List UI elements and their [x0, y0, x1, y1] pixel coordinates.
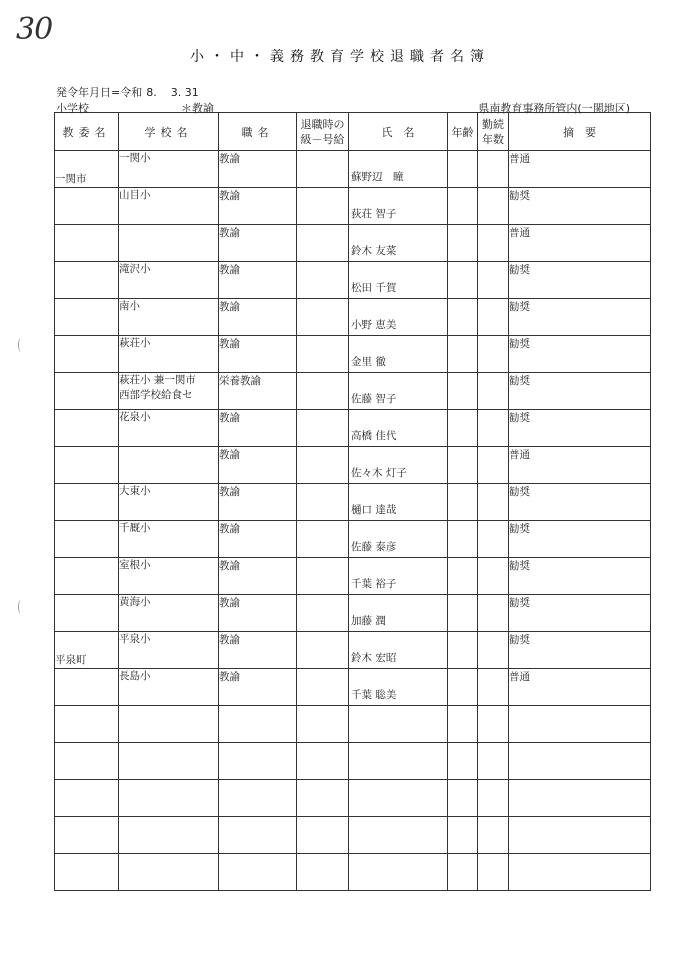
- note-cell: 勧奨: [509, 558, 651, 595]
- school-cell: [119, 447, 219, 484]
- name-cell-text: 鈴木 友菜: [351, 245, 397, 257]
- post-cell: 教諭: [219, 669, 297, 706]
- note-cell: 勧奨: [509, 410, 651, 447]
- name-cell-text: 加藤 潤: [351, 615, 386, 627]
- post-cell: 教諭: [219, 595, 297, 632]
- age-cell: [448, 669, 478, 706]
- post-cell: 教諭: [219, 521, 297, 558]
- header-years-line2: 年数: [482, 132, 504, 146]
- post-cell: 教諭: [219, 632, 297, 669]
- table-row: [55, 262, 651, 299]
- name-cell: [349, 262, 448, 299]
- note-cell: [509, 706, 651, 743]
- age-cell: [448, 336, 478, 373]
- grade-cell: [297, 780, 349, 817]
- name-cell: [349, 595, 448, 632]
- name-cell-text: 千葉 聡美: [351, 689, 397, 701]
- table-row: [55, 632, 651, 669]
- board-cell: [55, 336, 119, 373]
- table-row: [55, 521, 651, 558]
- note-cell: [509, 817, 651, 854]
- school-cell: 南小: [119, 299, 219, 336]
- age-cell: [448, 521, 478, 558]
- name-cell: [349, 817, 448, 854]
- grade-cell: [297, 595, 349, 632]
- note-cell: 勧奨: [509, 521, 651, 558]
- years-cell: [478, 373, 509, 410]
- issue-date: [56, 84, 199, 100]
- grade-cell: [297, 225, 349, 262]
- age-cell: [448, 410, 478, 447]
- margin-mark: [18, 338, 24, 352]
- school-cell: 花泉小: [119, 410, 219, 447]
- school-cell: [119, 743, 219, 780]
- grade-cell: [297, 373, 349, 410]
- issue-date-label: 発令年月日=令和: [56, 86, 143, 99]
- age-cell: [448, 854, 478, 891]
- table-row: [55, 225, 651, 262]
- grade-cell: [297, 484, 349, 521]
- board-cell: [55, 817, 119, 854]
- header-name: 氏 名: [349, 113, 448, 151]
- name-cell: [349, 558, 448, 595]
- board-cell: [55, 410, 119, 447]
- age-cell: [448, 706, 478, 743]
- years-cell: [478, 780, 509, 817]
- age-cell: [448, 299, 478, 336]
- name-cell-text: 蘇野辺 瞳: [351, 171, 404, 183]
- table-row: [55, 854, 651, 891]
- table-row: [55, 410, 651, 447]
- school-cell: 山目小: [119, 188, 219, 225]
- board-cell: [55, 669, 119, 706]
- age-cell: [448, 780, 478, 817]
- position-label: ＊教諭: [181, 102, 214, 115]
- age-cell: [448, 743, 478, 780]
- years-cell: [478, 447, 509, 484]
- name-cell: [349, 706, 448, 743]
- table-row: [55, 336, 651, 373]
- board-cell: [55, 743, 119, 780]
- board-cell: [55, 595, 119, 632]
- name-cell: [349, 447, 448, 484]
- name-cell: [349, 188, 448, 225]
- post-cell: 教諭: [219, 447, 297, 484]
- header-years: [478, 113, 509, 151]
- table-row: [55, 743, 651, 780]
- header-post: 職名: [219, 113, 297, 151]
- years-cell: [478, 632, 509, 669]
- school-cell: 長島小: [119, 669, 219, 706]
- grade-cell: [297, 299, 349, 336]
- years-cell: [478, 225, 509, 262]
- board-cell: [55, 558, 119, 595]
- note-cell: 勧奨: [509, 632, 651, 669]
- school-cell: 萩荘小 兼一関市 西部学校給食セ: [119, 373, 219, 410]
- note-cell: 普通: [509, 669, 651, 706]
- years-cell: [478, 521, 509, 558]
- post-cell: [219, 743, 297, 780]
- age-cell: [448, 817, 478, 854]
- board-cell-text: 一関市: [55, 173, 87, 185]
- board-cell: [55, 299, 119, 336]
- name-cell-text: 樋口 達哉: [351, 504, 397, 516]
- name-cell: [349, 669, 448, 706]
- grade-cell: [297, 410, 349, 447]
- school-cell: [119, 854, 219, 891]
- post-cell: 教諭: [219, 262, 297, 299]
- header-age: 年齢: [448, 113, 478, 151]
- grade-cell: [297, 743, 349, 780]
- post-cell: 教諭: [219, 225, 297, 262]
- post-cell: 教諭: [219, 484, 297, 521]
- note-cell: 勧奨: [509, 484, 651, 521]
- document-title: 小・中・義務教育学校退職者名簿: [190, 49, 490, 65]
- age-cell: [448, 373, 478, 410]
- note-cell: 勧奨: [509, 262, 651, 299]
- page-number: 30: [16, 12, 53, 47]
- post-cell: [219, 854, 297, 891]
- name-cell-text: 高橋 佳代: [351, 430, 397, 442]
- note-cell: 勧奨: [509, 595, 651, 632]
- school-cell: 千厩小: [119, 521, 219, 558]
- table-row: [55, 558, 651, 595]
- grade-cell: [297, 336, 349, 373]
- name-cell: [349, 780, 448, 817]
- years-cell: [478, 299, 509, 336]
- board-cell: [55, 632, 119, 669]
- school-cell: 大東小: [119, 484, 219, 521]
- name-cell-text: 荻荘 智子: [351, 208, 397, 220]
- post-cell: 教諭: [219, 299, 297, 336]
- name-cell: [349, 373, 448, 410]
- note-cell: 勧奨: [509, 336, 651, 373]
- board-cell: [55, 447, 119, 484]
- table-row: [55, 151, 651, 188]
- board-cell: [55, 484, 119, 521]
- table-header-row: [55, 113, 651, 151]
- board-cell: [55, 854, 119, 891]
- grade-cell: [297, 669, 349, 706]
- years-cell: [478, 854, 509, 891]
- note-cell: 勧奨: [509, 188, 651, 225]
- age-cell: [448, 188, 478, 225]
- school-cell: 室根小: [119, 558, 219, 595]
- grade-cell: [297, 447, 349, 484]
- margin-mark: [18, 600, 24, 614]
- header-grade-line2: 級－号給: [300, 132, 345, 146]
- note-cell: [509, 780, 651, 817]
- post-cell: [219, 817, 297, 854]
- board-cell: [55, 151, 119, 188]
- board-cell-text: 平泉町: [55, 654, 87, 666]
- age-cell: [448, 262, 478, 299]
- years-cell: [478, 336, 509, 373]
- grade-cell: [297, 188, 349, 225]
- years-cell: [478, 817, 509, 854]
- table-row: [55, 595, 651, 632]
- retiree-table: [54, 112, 651, 891]
- years-cell: [478, 410, 509, 447]
- header-grade: [297, 113, 349, 151]
- name-cell: [349, 410, 448, 447]
- years-cell: [478, 595, 509, 632]
- header-grade-line1: 退職時の: [300, 117, 345, 131]
- table-row: [55, 706, 651, 743]
- post-cell: 教諭: [219, 336, 297, 373]
- age-cell: [448, 595, 478, 632]
- years-cell: [478, 188, 509, 225]
- board-cell: [55, 188, 119, 225]
- name-cell-text: 佐藤 泰彦: [351, 541, 397, 553]
- school-cell: [119, 780, 219, 817]
- school-cell: 黄海小: [119, 595, 219, 632]
- name-cell: [349, 151, 448, 188]
- note-cell: 勧奨: [509, 373, 651, 410]
- table-row: [55, 817, 651, 854]
- school-cell: [119, 225, 219, 262]
- note-cell: 普通: [509, 151, 651, 188]
- board-cell: [55, 521, 119, 558]
- post-cell: 教諭: [219, 410, 297, 447]
- school-cell: [119, 706, 219, 743]
- name-cell: [349, 484, 448, 521]
- years-cell: [478, 669, 509, 706]
- post-cell: 教諭: [219, 151, 297, 188]
- name-cell-text: 千葉 裕子: [351, 578, 397, 590]
- table-row: [55, 373, 651, 410]
- note-cell: 勧奨: [509, 299, 651, 336]
- table-row: [55, 299, 651, 336]
- table-row: [55, 188, 651, 225]
- name-cell: [349, 743, 448, 780]
- table-row: [55, 669, 651, 706]
- name-cell-text: 鈴木 宏昭: [351, 652, 397, 664]
- post-cell: 栄養教諭: [219, 373, 297, 410]
- grade-cell: [297, 521, 349, 558]
- school-level: 小学校: [56, 102, 89, 115]
- board-cell: [55, 373, 119, 410]
- post-cell: 教諭: [219, 188, 297, 225]
- post-cell: [219, 780, 297, 817]
- school-cell: 萩荘小: [119, 336, 219, 373]
- name-cell: [349, 521, 448, 558]
- header-school: 学校名: [119, 113, 219, 151]
- name-cell-text: 金里 徹: [351, 356, 386, 368]
- header-years-line1: 勤続: [482, 117, 504, 131]
- note-cell: 普通: [509, 225, 651, 262]
- grade-cell: [297, 854, 349, 891]
- post-cell: 教諭: [219, 558, 297, 595]
- header-board: 教委名: [55, 113, 119, 151]
- age-cell: [448, 225, 478, 262]
- note-cell: [509, 743, 651, 780]
- name-cell-text: 松田 千賀: [351, 282, 397, 294]
- grade-cell: [297, 262, 349, 299]
- age-cell: [448, 151, 478, 188]
- name-cell: [349, 632, 448, 669]
- table-row: [55, 484, 651, 521]
- name-cell: [349, 854, 448, 891]
- name-cell-text: 佐藤 智子: [351, 393, 397, 405]
- grade-cell: [297, 706, 349, 743]
- office-name: 県南教育事務所管内(一関地区): [478, 102, 630, 115]
- grade-cell: [297, 817, 349, 854]
- board-cell: [55, 262, 119, 299]
- grade-cell: [297, 558, 349, 595]
- name-cell-text: 小野 恵美: [351, 319, 397, 331]
- age-cell: [448, 632, 478, 669]
- years-cell: [478, 262, 509, 299]
- years-cell: [478, 558, 509, 595]
- grade-cell: [297, 632, 349, 669]
- board-cell: [55, 780, 119, 817]
- school-cell: 平泉小: [119, 632, 219, 669]
- age-cell: [448, 447, 478, 484]
- school-cell: [119, 817, 219, 854]
- name-cell: [349, 299, 448, 336]
- post-cell: [219, 706, 297, 743]
- school-cell: 滝沢小: [119, 262, 219, 299]
- years-cell: [478, 743, 509, 780]
- name-cell: [349, 225, 448, 262]
- table-row: [55, 447, 651, 484]
- issue-date-value: 8. 3. 31: [146, 86, 199, 99]
- note-cell: [509, 854, 651, 891]
- name-cell: [349, 336, 448, 373]
- board-cell: [55, 706, 119, 743]
- years-cell: [478, 706, 509, 743]
- school-cell: 一関小: [119, 151, 219, 188]
- years-cell: [478, 484, 509, 521]
- age-cell: [448, 484, 478, 521]
- years-cell: [478, 151, 509, 188]
- note-cell: 普通: [509, 447, 651, 484]
- table-row: [55, 780, 651, 817]
- name-cell-text: 佐々木 灯子: [351, 467, 407, 479]
- age-cell: [448, 558, 478, 595]
- board-cell: [55, 225, 119, 262]
- grade-cell: [297, 151, 349, 188]
- header-note: 摘 要: [509, 113, 651, 151]
